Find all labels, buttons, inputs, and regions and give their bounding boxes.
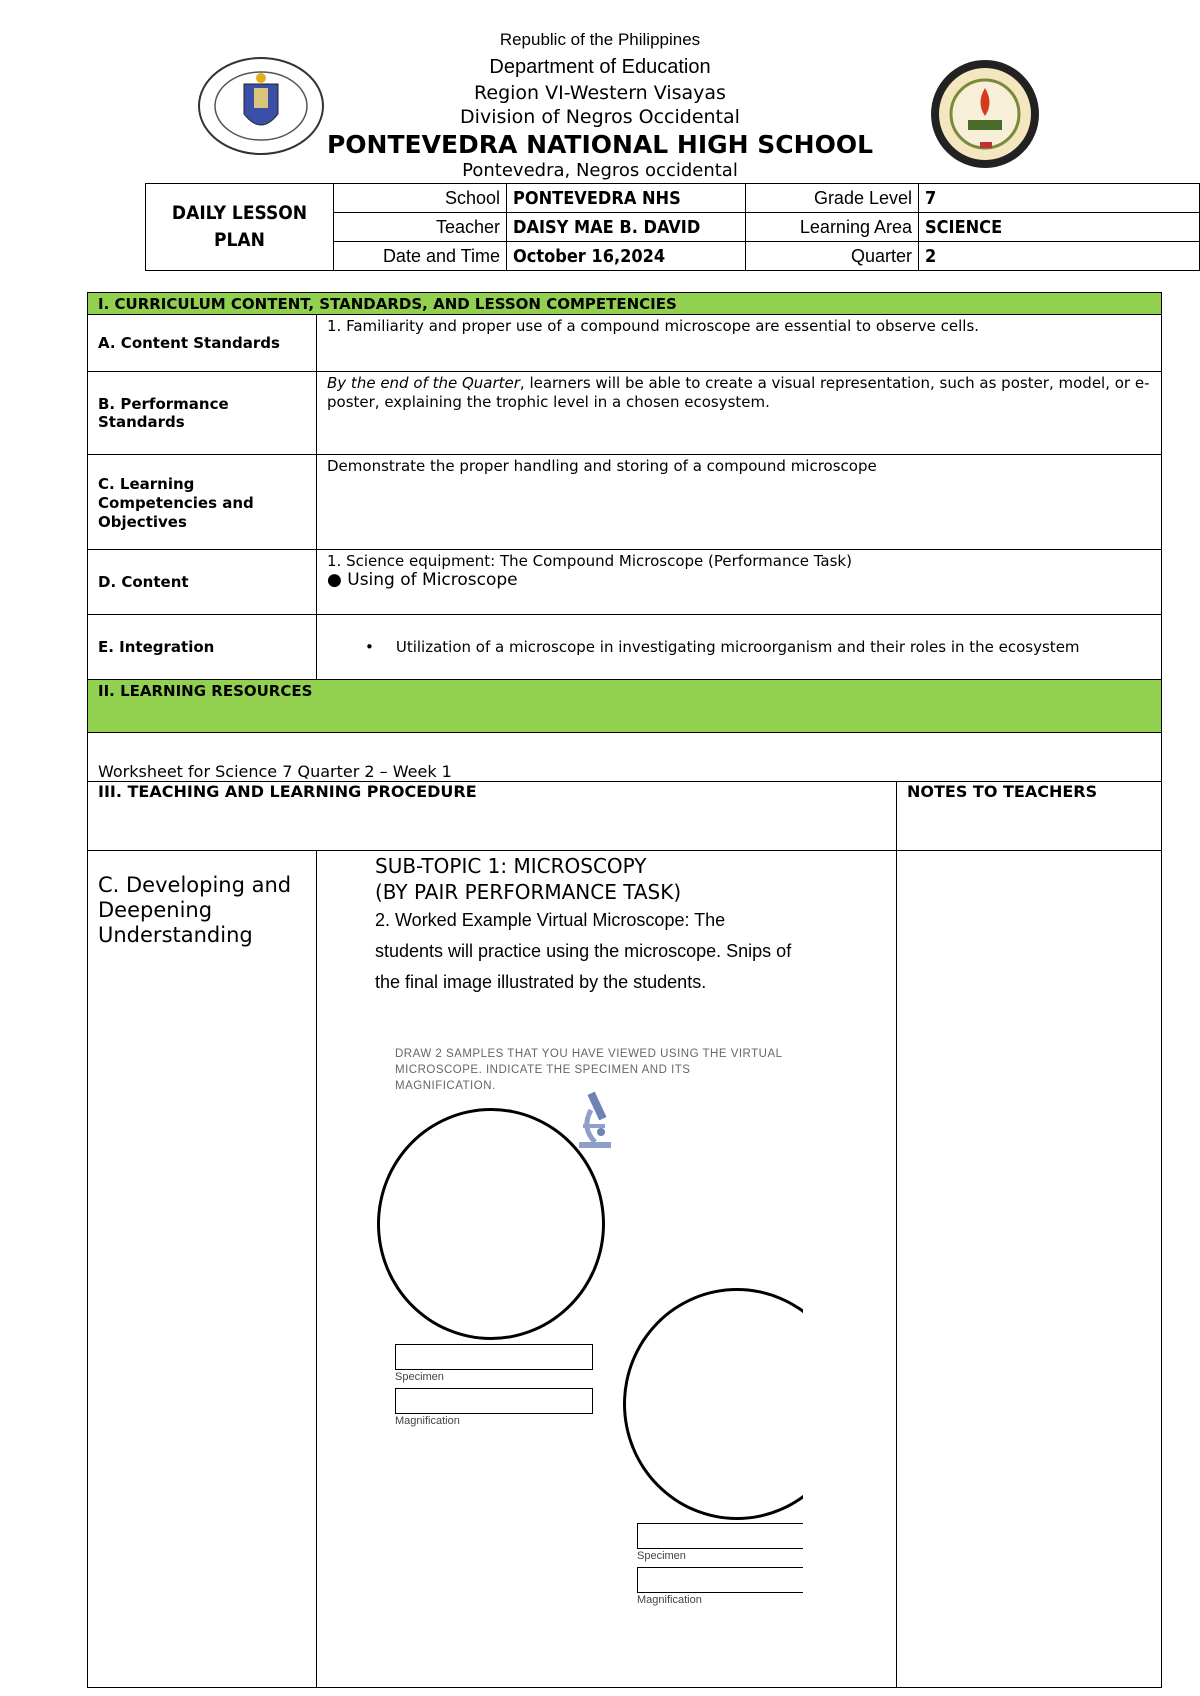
performance-standards-cell — [317, 372, 1162, 455]
procedure-content — [317, 851, 897, 1665]
sample-1-circle — [377, 1108, 605, 1340]
worksheet-image — [373, 1046, 803, 1626]
school-label: School — [334, 184, 507, 213]
grade-level-label: Grade Level — [746, 184, 919, 213]
integration-text: Utilization of a microscope in investigating microorganism and their roles in the ecosystem — [395, 638, 1080, 656]
sample-2-circle — [623, 1288, 803, 1520]
lesson-plan-table — [87, 292, 1162, 1688]
procedure-cell — [317, 851, 897, 1688]
date-time-value: October 16,2024 — [507, 242, 746, 271]
sample-2-specimen-label: Specimen — [637, 1550, 686, 1562]
sample-1-magnification-box — [395, 1388, 593, 1414]
subtopic-line-2: (BY PAIR PERFORMANCE TASK) — [375, 880, 682, 904]
section-1-heading: I. CURRICULUM CONTENT, STANDARDS, AND LESSON COMPETENCIES — [88, 293, 1162, 315]
division-line: Division of Negros Occidental — [460, 106, 740, 128]
school-name: PONTEVEDRA NATIONAL HIGH SCHOOL — [326, 130, 874, 159]
competencies-label: C. Learning Competencies and Objectives — [88, 455, 317, 550]
integration-label: E. Integration — [88, 615, 317, 680]
school-address: Pontevedra, Negros occidental — [462, 160, 738, 181]
region-line: Region VI-Western Visayas — [474, 82, 726, 104]
school-seal-icon — [924, 58, 1046, 170]
deped-seal-icon — [196, 56, 326, 156]
learning-area-label: Learning Area — [746, 213, 919, 242]
quarter-label: Quarter — [746, 242, 919, 271]
content-cell — [317, 550, 1162, 615]
section-3-heading: III. TEACHING AND LEARNING PROCEDURE — [88, 782, 897, 851]
teacher-value: DAISY MAE B. DAVID — [507, 213, 746, 242]
bullet-icon: ● — [327, 570, 342, 590]
microscope-icon — [573, 1088, 615, 1154]
grade-level-value: 7 — [919, 184, 1200, 213]
sample-1-specimen-label: Specimen — [395, 1371, 444, 1383]
teacher-label: Teacher — [334, 213, 507, 242]
republic-line: Republic of the Philippines — [499, 30, 701, 49]
learning-area-value: SCIENCE — [919, 213, 1200, 242]
content-label: D. Content — [88, 550, 317, 615]
sample-2-magnification-box — [637, 1567, 803, 1593]
integration-bullet-icon: • — [365, 638, 374, 656]
school-value: PONTEVEDRA NHS — [507, 184, 746, 213]
worksheet-instruction: DRAW 2 SAMPLES THAT YOU HAVE VIEWED USING THE VIRTUAL MICROSCOPE. INDICATE THE SPECIMEN AND ITS MAGNIFICATION. — [395, 1048, 783, 1092]
department-line: Department of Education — [489, 56, 711, 78]
sample-2-magnification-label: Magnification — [637, 1594, 702, 1606]
notes-heading: NOTES TO TEACHERS — [897, 782, 1162, 851]
content-standards-label: A. Content Standards — [88, 315, 317, 372]
integration-cell — [317, 615, 1162, 680]
content-standards-text: 1. Familiarity and proper use of a compound microscope are essential to observe cells. — [317, 315, 1162, 372]
sample-1-specimen-box — [395, 1344, 593, 1370]
worked-example-text: 2. Worked Example Virtual Microscope: The students will practice using the microscope. Snips of the final image illustrated by the students. — [375, 910, 792, 992]
quarter-value: 2 — [919, 242, 1200, 271]
learning-resource-text: Worksheet for Science 7 Quarter 2 – Week 1 — [88, 733, 1162, 782]
dlp-title: DAILY LESSON PLAN — [146, 184, 334, 271]
content-bullet-text: Using of Microscope — [347, 570, 518, 590]
sample-2-specimen-box — [637, 1523, 803, 1549]
section-2-heading: II. LEARNING RESOURCES — [88, 680, 1162, 733]
lesson-info-table — [145, 183, 1200, 271]
phase-label: C. Developing and Deepening Understanding — [88, 851, 317, 1688]
competencies-text: Demonstrate the proper handling and storing of a compound microscope — [317, 455, 1162, 550]
date-time-label: Date and Time — [334, 242, 507, 271]
performance-standards-italic: By the end of the Quarter — [327, 374, 520, 392]
performance-standards-label: B. Performance Standards — [88, 372, 317, 455]
sample-1-magnification-label: Magnification — [395, 1415, 460, 1427]
content-bullet-item — [327, 570, 1151, 590]
content-text: 1. Science equipment: The Compound Microscope (Performance Task) — [327, 552, 852, 570]
performance-standards-text: , learners will be able to create a visual representation, such as poster, model, or e-poster, explaining the trophic level in a chosen ecosystem. — [327, 374, 1150, 411]
subtopic-line-1: SUB-TOPIC 1: MICROSCOPY — [375, 854, 647, 878]
notes-cell — [897, 851, 1162, 1688]
